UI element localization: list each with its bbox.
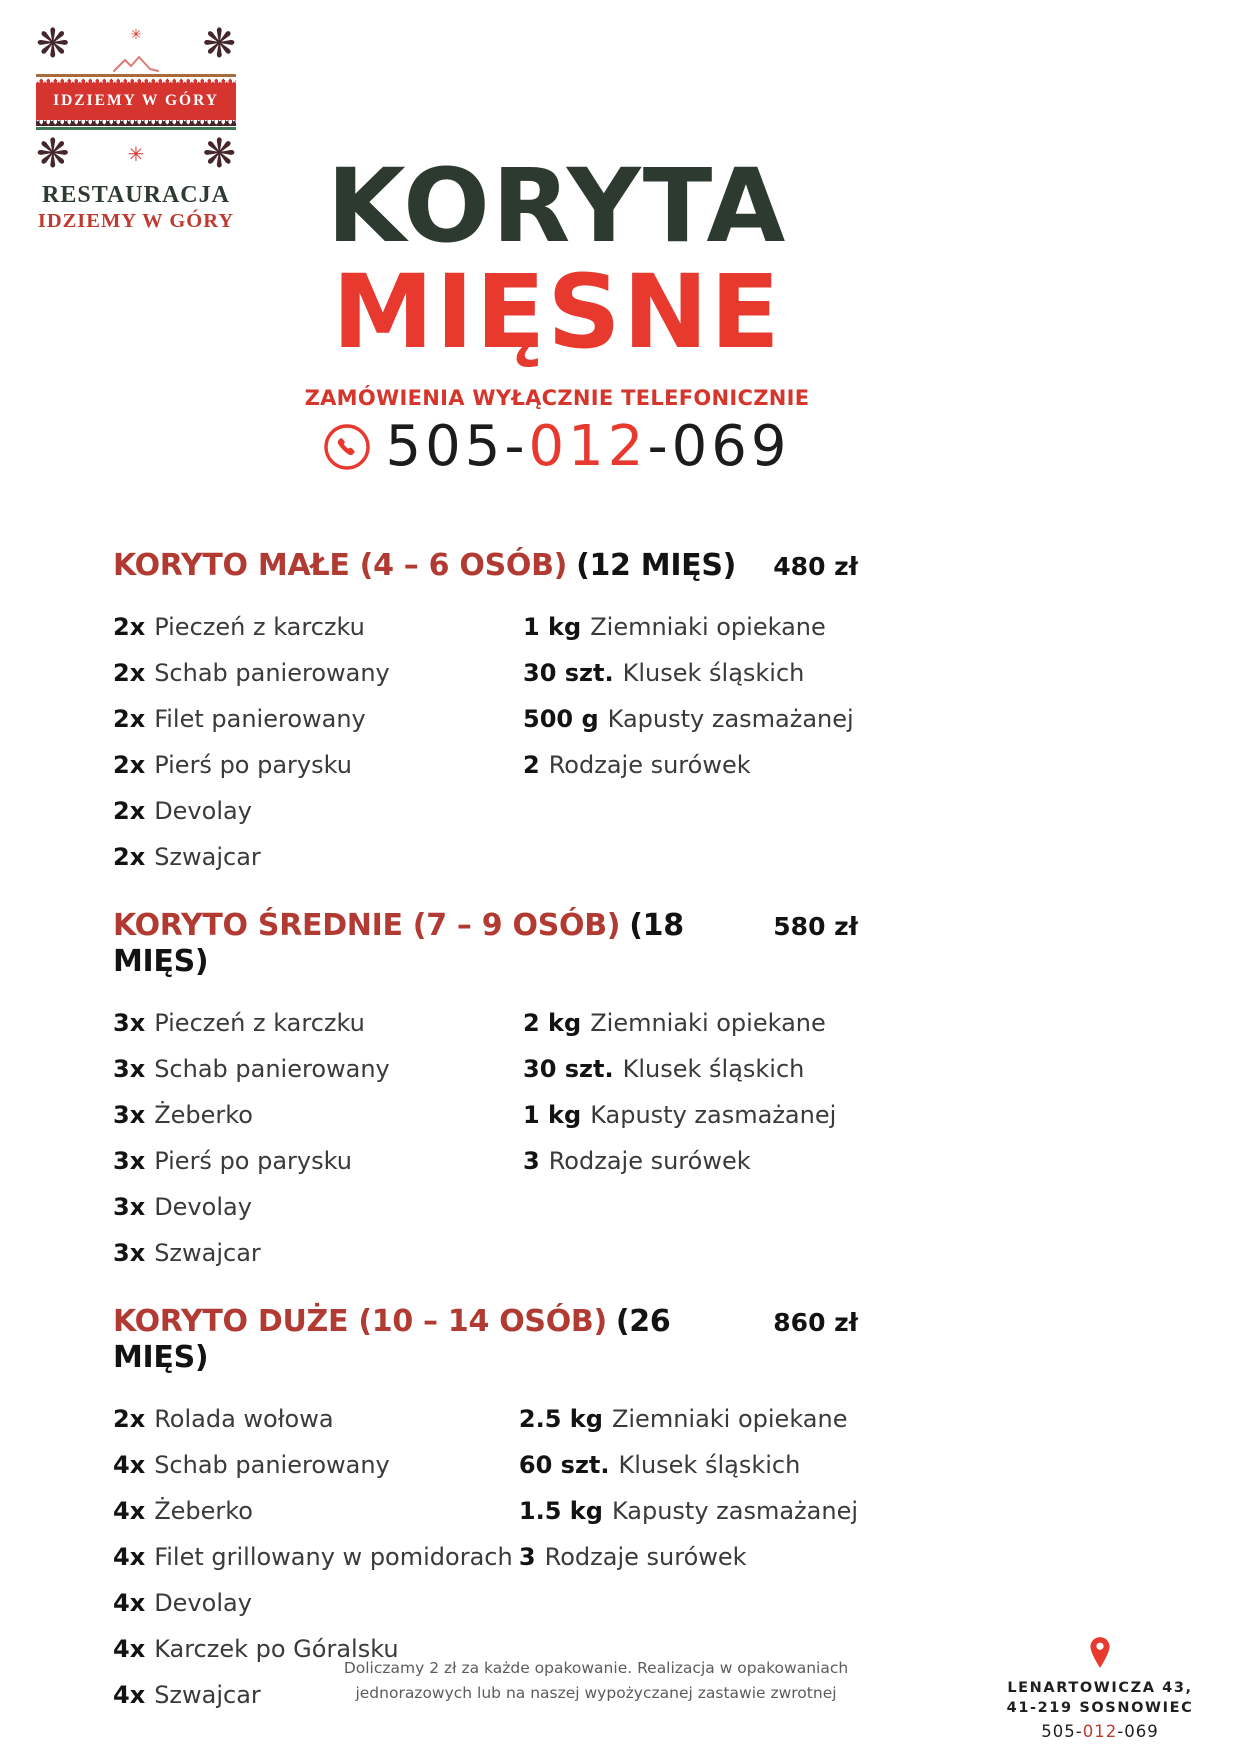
- item-name: Filet grillowany w pomidorach: [154, 1543, 513, 1571]
- folk-rosette-icon: ❋: [202, 131, 236, 177]
- menu-item: [113, 1092, 523, 1138]
- item-qty: 1 kg: [523, 613, 582, 641]
- menu-item: [113, 696, 523, 742]
- packaging-note: [296, 1656, 896, 1706]
- item-name: Klusek śląskich: [618, 1451, 801, 1479]
- folk-rosette-icon: ❋: [36, 131, 70, 177]
- item-name: Kapusty zasmażanej: [607, 705, 854, 733]
- item-name: Devolay: [154, 1193, 252, 1221]
- item-qty: 4x: [113, 1543, 146, 1571]
- section-header: [113, 1304, 858, 1376]
- page-title-line2: MIĘSNE: [332, 253, 782, 372]
- menu-item: [113, 1534, 519, 1580]
- folk-rosette-icon: ❋: [36, 21, 70, 67]
- logo-center-ornament: [70, 144, 203, 164]
- item-qty: 4x: [113, 1681, 146, 1709]
- page-title-block: [255, 147, 859, 479]
- menu-item: [523, 650, 858, 696]
- item-qty: 30 szt.: [523, 1055, 614, 1083]
- section-price: 480 zł: [773, 552, 858, 581]
- item-qty: 1 kg: [523, 1101, 582, 1129]
- packaging-note-line1: Doliczamy 2 zł za każde opakowanie. Realizacja w opakowaniach: [343, 1659, 849, 1677]
- item-name: Rodzaje surówek: [548, 1147, 751, 1175]
- section-price: 860 zł: [773, 1308, 858, 1337]
- menu-item: [523, 1138, 858, 1184]
- item-qty: 3x: [113, 1055, 146, 1083]
- menu-item: [113, 788, 523, 834]
- logo-center-ornament: [70, 24, 203, 72]
- item-qty: 500 g: [523, 705, 599, 733]
- phone-part3: -069: [1117, 1721, 1159, 1741]
- menu-item: [523, 1092, 858, 1138]
- item-qty: 2x: [113, 659, 146, 687]
- menu-item: [113, 1442, 519, 1488]
- item-name: Klusek śląskich: [622, 659, 805, 687]
- phone-part1: 505-: [1041, 1721, 1083, 1741]
- logo-banner-text: IDZIEMY W GÓRY: [53, 92, 219, 109]
- menu-item: [113, 1488, 519, 1534]
- folk-rosette-icon: ❋: [202, 21, 236, 67]
- menu-item: [113, 1580, 519, 1626]
- item-name: Kapusty zasmażanej: [611, 1497, 858, 1525]
- item-qty: 2 kg: [523, 1009, 582, 1037]
- page-title-line1: KORYTA: [326, 147, 788, 266]
- section-columns: [113, 604, 858, 880]
- menu-item: [113, 604, 523, 650]
- left-column: [113, 604, 523, 880]
- item-name: Schab panierowany: [154, 1055, 390, 1083]
- item-qty: 4x: [113, 1635, 146, 1663]
- section-title-red: KORYTO DUŻE (10 – 14 OSÓB): [113, 1304, 607, 1339]
- snowflake-icon: ✳: [127, 142, 145, 166]
- phone-icon: [323, 423, 371, 471]
- phone-part2: 012: [1082, 1721, 1118, 1741]
- right-column: [523, 604, 858, 880]
- item-name: Rolada wołowa: [154, 1405, 334, 1433]
- menu-item: [519, 1396, 858, 1442]
- item-qty: 60 szt.: [518, 1451, 610, 1479]
- section-title-black: (26 MIĘS): [113, 1304, 671, 1375]
- right-column: [523, 1000, 858, 1276]
- packaging-note-line2: jednorazowych lub na naszej wypożyczanej zastawie zwrotnej: [355, 1683, 837, 1702]
- location-pin-icon: [985, 1636, 1215, 1674]
- item-qty: 2x: [113, 751, 146, 779]
- menu-item: [519, 1534, 858, 1580]
- item-name: Szwajcar: [154, 1239, 261, 1267]
- section-title: [113, 1304, 773, 1376]
- item-qty: 2x: [113, 613, 146, 641]
- item-name: Żeberko: [154, 1497, 253, 1525]
- menu-item: [523, 604, 858, 650]
- section-title-black: (12 MIĘS): [576, 548, 737, 583]
- item-qty: 2: [523, 751, 540, 779]
- menu-item: [113, 1000, 523, 1046]
- item-qty: 3x: [113, 1193, 146, 1221]
- item-name: Rodzaje surówek: [548, 751, 751, 779]
- phone-row: [255, 414, 859, 479]
- menu-item: [523, 696, 858, 742]
- item-name: Pieczeń z karczku: [154, 613, 365, 641]
- item-qty: 2x: [113, 797, 146, 825]
- logo-banner: [36, 74, 236, 120]
- section-title: [113, 548, 736, 584]
- item-qty: 3x: [113, 1147, 146, 1175]
- item-qty: 3x: [113, 1101, 146, 1129]
- item-name: Szwajcar: [154, 843, 261, 871]
- menu-item: [523, 742, 858, 788]
- section-price: 580 zł: [773, 912, 858, 941]
- item-qty: 2x: [113, 705, 146, 733]
- restaurant-logo: [36, 21, 236, 233]
- section-columns: [113, 1000, 858, 1276]
- menu-item: [113, 834, 523, 880]
- item-name: Karczek po Góralsku: [154, 1635, 399, 1663]
- section-header: [113, 548, 858, 584]
- item-qty: 4x: [113, 1451, 146, 1479]
- item-name: Ziemniaki opiekane: [590, 613, 826, 641]
- address-phone: [985, 1722, 1215, 1741]
- green-divider: [36, 127, 236, 130]
- item-name: Kapusty zasmażanej: [590, 1101, 837, 1129]
- item-qty: 30 szt.: [523, 659, 614, 687]
- menu-item: [113, 742, 523, 788]
- address-line2: 41-219 SOSNOWIEC: [1006, 1700, 1194, 1717]
- item-name: Pierś po parysku: [154, 1147, 352, 1175]
- phone-part3: -069: [647, 414, 791, 479]
- menu-item: [113, 1046, 523, 1092]
- phone-part1: 505-: [385, 414, 529, 479]
- item-qty: 3x: [113, 1009, 146, 1037]
- item-name: Szwajcar: [154, 1681, 261, 1709]
- section-koryto-srednie: [113, 908, 858, 1276]
- item-name: Pieczeń z karczku: [154, 1009, 365, 1037]
- menu-item: [113, 650, 523, 696]
- address-line1: LENARTOWICZA 43,: [1007, 1680, 1193, 1696]
- restaurant-name-line1: RESTAURACJA: [42, 182, 230, 208]
- zigzag-ornament: [36, 120, 236, 126]
- menu-item: [113, 1396, 519, 1442]
- menu-item: [519, 1488, 858, 1534]
- section-title-red: KORYTO ŚREDNIE (7 – 9 OSÓB): [113, 908, 621, 943]
- item-qty: 2x: [113, 1405, 146, 1433]
- menu-item: [113, 1138, 523, 1184]
- menu-item: [523, 1000, 858, 1046]
- item-qty: 1.5 kg: [518, 1497, 603, 1525]
- item-qty: 3: [518, 1543, 536, 1571]
- section-title: [113, 908, 773, 980]
- mountains-icon: [113, 56, 159, 72]
- item-qty: 2.5 kg: [518, 1405, 603, 1433]
- orders-note: ZAMÓWIENIA WYŁĄCZNIE TELEFONICZNIE: [304, 386, 810, 410]
- item-name: Ziemniaki opiekane: [611, 1405, 848, 1433]
- section-header: [113, 908, 858, 980]
- menu-sections: [113, 548, 858, 1718]
- item-name: Filet panierowany: [154, 705, 366, 733]
- phone-part2: 012: [528, 414, 648, 479]
- item-name: Żeberko: [154, 1101, 253, 1129]
- item-name: Schab panierowany: [154, 1451, 390, 1479]
- item-name: Pierś po parysku: [154, 751, 352, 779]
- section-koryto-male: [113, 548, 858, 880]
- left-column: [113, 1000, 523, 1276]
- item-name: Ziemniaki opiekane: [590, 1009, 826, 1037]
- address-block: [985, 1636, 1215, 1741]
- logo-ornament-row-top: [36, 21, 236, 72]
- menu-item: [113, 1230, 523, 1276]
- logo-ornament-row-bottom: [36, 131, 236, 177]
- item-qty: 4x: [113, 1589, 146, 1617]
- item-name: Devolay: [154, 797, 252, 825]
- restaurant-name-line2: IDZIEMY W GÓRY: [37, 210, 235, 232]
- phone-number: [385, 414, 790, 479]
- menu-item: [519, 1442, 858, 1488]
- section-title-black: (18 MIĘS): [113, 908, 684, 979]
- item-qty: 2x: [113, 843, 146, 871]
- item-name: Rodzaje surówek: [544, 1543, 747, 1571]
- item-qty: 3: [523, 1147, 540, 1175]
- item-name: Schab panierowany: [154, 659, 390, 687]
- item-qty: 3x: [113, 1239, 146, 1267]
- snowflake-icon: ✳: [130, 27, 142, 43]
- item-qty: 4x: [113, 1497, 146, 1525]
- menu-item: [523, 1046, 858, 1092]
- menu-item: [113, 1184, 523, 1230]
- section-title-red: KORYTO MAŁE (4 – 6 OSÓB): [113, 548, 568, 583]
- item-name: Devolay: [154, 1589, 252, 1617]
- item-name: Klusek śląskich: [622, 1055, 805, 1083]
